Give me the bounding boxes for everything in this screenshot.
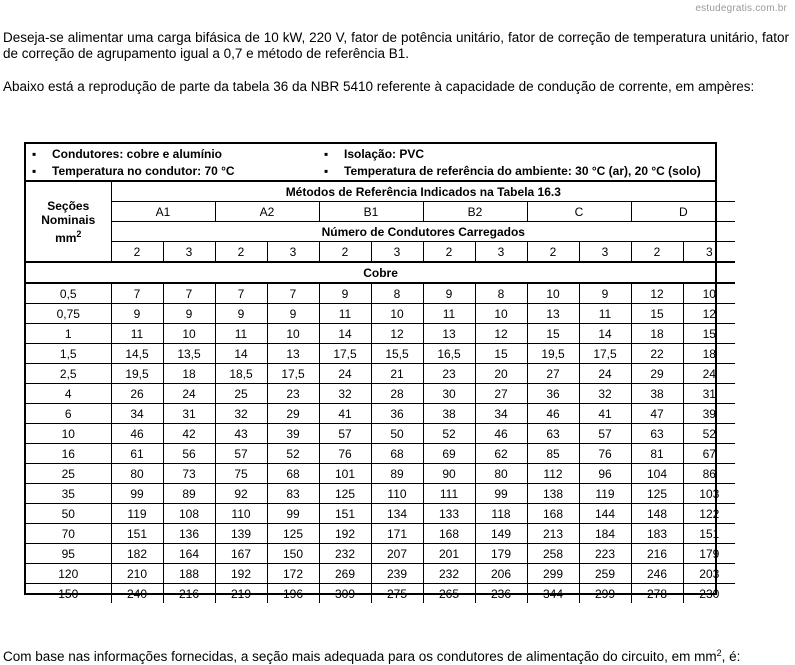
capacity-cell: 43 — [215, 424, 267, 444]
secoes-line3: mm — [55, 230, 77, 245]
paragraph3-sup: 2 — [716, 648, 722, 658]
info-temp-ambiente — [318, 163, 701, 179]
capacity-cell: 13 — [267, 344, 319, 364]
conductor-count-header: 2 — [527, 242, 579, 263]
capacity-cell: 80 — [111, 464, 163, 484]
capacity-cell: 14 — [319, 324, 371, 344]
capacity-cell: 269 — [319, 564, 371, 584]
paragraph3-suffix: , é: — [721, 649, 741, 664]
capacity-cell: 9 — [215, 304, 267, 324]
capacity-cell: 86 — [683, 464, 735, 484]
capacity-cell: 52 — [267, 444, 319, 464]
capacity-cell: 179 — [475, 544, 527, 564]
capacity-cell: 92 — [215, 484, 267, 504]
table-row — [26, 364, 735, 384]
capacity-cell: 32 — [215, 404, 267, 424]
capacity-cell: 201 — [423, 544, 475, 564]
section-cell: 4 — [26, 384, 111, 404]
capacity-cell: 63 — [527, 424, 579, 444]
bullet-icon: ▪ — [32, 147, 37, 161]
capacity-cell: 57 — [579, 424, 631, 444]
capacity-cell: 73 — [163, 464, 215, 484]
capacity-cell: 62 — [475, 444, 527, 464]
capacity-cell: 11 — [111, 324, 163, 344]
capacity-cell: 9 — [319, 283, 371, 304]
capacity-cell: 240 — [111, 584, 163, 604]
capacity-cell: 23 — [423, 364, 475, 384]
section-cell: 6 — [26, 404, 111, 424]
capacity-cell: 29 — [631, 364, 683, 384]
capacity-cell: 17,5 — [319, 344, 371, 364]
metodos-title: Métodos de Referência Indicados na Tabela 16.3 — [111, 182, 735, 202]
capacity-cell: 278 — [631, 584, 683, 604]
info-condutores-text: Condutores: cobre e alumínio — [52, 147, 223, 161]
capacity-cell: 164 — [163, 544, 215, 564]
capacity-cell: 183 — [631, 524, 683, 544]
capacity-cell: 16,5 — [423, 344, 475, 364]
capacity-cell: 8 — [475, 283, 527, 304]
conductor-count-header: 3 — [579, 242, 631, 263]
capacity-cell: 23 — [267, 384, 319, 404]
capacity-cell: 67 — [683, 444, 735, 464]
capacity-cell: 11 — [579, 304, 631, 324]
capacity-cell: 111 — [423, 484, 475, 504]
table-row — [26, 304, 735, 324]
capacity-cell: 108 — [163, 504, 215, 524]
conductor-count-header: 3 — [163, 242, 215, 263]
capacity-cell: 230 — [683, 584, 735, 604]
capacity-cell: 52 — [423, 424, 475, 444]
capacity-cell: 28 — [371, 384, 423, 404]
capacity-cell: 75 — [215, 464, 267, 484]
capacity-cell: 10 — [475, 304, 527, 324]
capacity-cell: 7 — [111, 283, 163, 304]
table-row — [26, 464, 735, 484]
conductor-count-header: 2 — [631, 242, 683, 263]
info-temp-condutor — [26, 163, 235, 179]
capacity-cell: 46 — [111, 424, 163, 444]
capacity-cell: 22 — [631, 344, 683, 364]
table-row — [26, 283, 735, 304]
capacity-cell: 57 — [215, 444, 267, 464]
table-row — [26, 444, 735, 464]
capacity-cell: 210 — [111, 564, 163, 584]
capacity-cell: 30 — [423, 384, 475, 404]
capacity-cell: 68 — [267, 464, 319, 484]
capacity-cell: 15 — [527, 324, 579, 344]
capacity-cell: 7 — [163, 283, 215, 304]
capacity-cell: 265 — [423, 584, 475, 604]
capacity-cell: 24 — [163, 384, 215, 404]
capacity-cell: 299 — [579, 584, 631, 604]
capacity-cell: 10 — [163, 324, 215, 344]
capacity-cell: 192 — [215, 564, 267, 584]
capacity-cell: 188 — [163, 564, 215, 584]
capacity-cell: 36 — [527, 384, 579, 404]
section-cell: 50 — [26, 504, 111, 524]
capacity-cell: 38 — [631, 384, 683, 404]
capacity-cell: 10 — [267, 324, 319, 344]
capacity-cell: 134 — [371, 504, 423, 524]
section-cell: 150 — [26, 584, 111, 604]
capacity-cell: 36 — [371, 404, 423, 424]
capacity-cell: 56 — [163, 444, 215, 464]
capacity-cell: 85 — [527, 444, 579, 464]
capacity-cell: 207 — [371, 544, 423, 564]
capacity-cell: 144 — [579, 504, 631, 524]
data-table — [26, 182, 735, 603]
capacity-cell: 34 — [475, 404, 527, 424]
capacity-cell: 10 — [371, 304, 423, 324]
capacity-cell: 136 — [163, 524, 215, 544]
capacity-cell: 99 — [267, 504, 319, 524]
capacity-cell: 15,5 — [371, 344, 423, 364]
capacity-cell: 89 — [163, 484, 215, 504]
conductor-count-header: 2 — [111, 242, 163, 263]
capacity-cell: 13,5 — [163, 344, 215, 364]
bullet-icon: ▪ — [324, 147, 329, 161]
capacity-cell: 125 — [319, 484, 371, 504]
capacity-cell: 18 — [163, 364, 215, 384]
capacity-cell: 34 — [111, 404, 163, 424]
table-row — [26, 384, 735, 404]
capacity-cell: 19,5 — [527, 344, 579, 364]
capacity-cell: 41 — [319, 404, 371, 424]
method-header: A2 — [215, 202, 319, 222]
capacity-cell: 20 — [475, 364, 527, 384]
method-header: C — [527, 202, 631, 222]
conductor-count-header: 3 — [475, 242, 527, 263]
info-condutores — [26, 146, 222, 162]
capacity-cell: 7 — [215, 283, 267, 304]
capacity-cell: 12 — [371, 324, 423, 344]
capacity-cell: 26 — [111, 384, 163, 404]
table-row — [26, 564, 735, 584]
capacity-cell: 148 — [631, 504, 683, 524]
capacity-cell: 18 — [683, 344, 735, 364]
section-cell: 10 — [26, 424, 111, 444]
info-temp-ambiente-text: Temperatura de referência do ambiente: 30 °C (ar), 20 °C (solo) — [344, 164, 701, 178]
capacity-cell: 125 — [267, 524, 319, 544]
current-capacity-table — [24, 142, 720, 601]
capacity-cell: 9 — [111, 304, 163, 324]
capacity-cell: 246 — [631, 564, 683, 584]
section-cell: 95 — [26, 544, 111, 564]
capacity-cell: 172 — [267, 564, 319, 584]
capacity-cell: 68 — [371, 444, 423, 464]
paragraph3-prefix: Com base nas informações fornecidas, a seção mais adequada para os condutores de alimentação do circuito, em mm — [3, 649, 717, 664]
capacity-cell: 83 — [267, 484, 319, 504]
capacity-cell: 103 — [683, 484, 735, 504]
capacity-cell: 206 — [475, 564, 527, 584]
table-row — [26, 324, 735, 344]
capacity-cell: 125 — [631, 484, 683, 504]
capacity-cell: 76 — [579, 444, 631, 464]
capacity-cell: 14 — [579, 324, 631, 344]
capacity-cell: 151 — [683, 524, 735, 544]
capacity-cell: 232 — [319, 544, 371, 564]
capacity-cell: 31 — [683, 384, 735, 404]
capacity-cell: 184 — [579, 524, 631, 544]
method-header: D — [631, 202, 735, 222]
table-row — [26, 504, 735, 524]
capacity-cell: 309 — [319, 584, 371, 604]
capacity-cell: 46 — [527, 404, 579, 424]
capacity-cell: 57 — [319, 424, 371, 444]
header-row-metodos — [26, 182, 735, 202]
capacity-cell: 7 — [267, 283, 319, 304]
capacity-cell: 192 — [319, 524, 371, 544]
capacity-cell: 216 — [631, 544, 683, 564]
capacity-cell: 344 — [527, 584, 579, 604]
capacity-cell: 133 — [423, 504, 475, 524]
section-cell: 1,5 — [26, 344, 111, 364]
capacity-cell: 32 — [579, 384, 631, 404]
capacity-cell: 31 — [163, 404, 215, 424]
capacity-cell: 32 — [319, 384, 371, 404]
capacity-cell: 151 — [111, 524, 163, 544]
capacity-cell: 17,5 — [267, 364, 319, 384]
capacity-cell: 25 — [215, 384, 267, 404]
info-temp-condutor-text: Temperatura no condutor: 70 °C — [52, 164, 235, 178]
capacity-cell: 47 — [631, 404, 683, 424]
capacity-cell: 232 — [423, 564, 475, 584]
capacity-cell: 12 — [683, 304, 735, 324]
method-header: B1 — [319, 202, 423, 222]
capacity-cell: 119 — [111, 504, 163, 524]
capacity-cell: 196 — [267, 584, 319, 604]
capacity-cell: 18,5 — [215, 364, 267, 384]
capacity-cell: 27 — [527, 364, 579, 384]
method-header: B2 — [423, 202, 527, 222]
section-cell: 2,5 — [26, 364, 111, 384]
capacity-cell: 149 — [475, 524, 527, 544]
capacity-cell: 101 — [319, 464, 371, 484]
capacity-cell: 179 — [683, 544, 735, 564]
capacity-cell: 46 — [475, 424, 527, 444]
capacity-cell: 219 — [215, 584, 267, 604]
method-header: A1 — [111, 202, 215, 222]
capacity-cell: 39 — [683, 404, 735, 424]
capacity-cell: 38 — [423, 404, 475, 424]
capacity-cell: 216 — [163, 584, 215, 604]
conductor-count-header: 2 — [423, 242, 475, 263]
secoes-line2: Nominais — [41, 212, 96, 227]
capacity-cell: 150 — [267, 544, 319, 564]
question-paragraph-1: Deseja-se alimentar uma carga bifásica de 10 kW, 220 V, fator de potência unitário, fator de correção de temperatura unitário, fator de correção de agrupamento igual a 0,7 e método de referência B1. — [3, 30, 789, 61]
capacity-cell: 139 — [215, 524, 267, 544]
capacity-cell: 171 — [371, 524, 423, 544]
capacity-cell: 110 — [371, 484, 423, 504]
capacity-cell: 11 — [423, 304, 475, 324]
capacity-cell: 14 — [215, 344, 267, 364]
capacity-cell: 258 — [527, 544, 579, 564]
capacity-cell: 90 — [423, 464, 475, 484]
capacity-cell: 29 — [267, 404, 319, 424]
capacity-cell: 11 — [215, 324, 267, 344]
capacity-cell: 12 — [475, 324, 527, 344]
header-row-methods — [26, 202, 735, 222]
conductor-count-header: 2 — [319, 242, 371, 263]
capacity-cell: 8 — [371, 283, 423, 304]
capacity-cell: 14,5 — [111, 344, 163, 364]
capacity-cell: 122 — [683, 504, 735, 524]
capacity-cell: 168 — [423, 524, 475, 544]
capacity-cell: 21 — [371, 364, 423, 384]
info-isolacao — [318, 146, 424, 162]
capacity-cell: 61 — [111, 444, 163, 464]
material-label: Cobre — [26, 262, 735, 283]
capacity-cell: 96 — [579, 464, 631, 484]
capacity-cell: 19,5 — [111, 364, 163, 384]
capacity-cell: 112 — [527, 464, 579, 484]
capacity-cell: 89 — [371, 464, 423, 484]
capacity-cell: 9 — [423, 283, 475, 304]
conductor-count-header: 2 — [215, 242, 267, 263]
capacity-cell: 104 — [631, 464, 683, 484]
secoes-line1: Seções — [47, 198, 90, 213]
capacity-cell: 99 — [475, 484, 527, 504]
conductor-count-header: 3 — [267, 242, 319, 263]
header-row-num-condutores — [26, 222, 735, 242]
capacity-cell: 12 — [631, 283, 683, 304]
capacity-cell: 15 — [683, 324, 735, 344]
capacity-cell: 9 — [579, 283, 631, 304]
capacity-cell: 151 — [319, 504, 371, 524]
capacity-cell: 223 — [579, 544, 631, 564]
num-condutores-title: Número de Condutores Carregados — [111, 222, 735, 242]
capacity-cell: 39 — [267, 424, 319, 444]
table-row — [26, 424, 735, 444]
section-cell: 70 — [26, 524, 111, 544]
section-cell: 16 — [26, 444, 111, 464]
capacity-cell: 24 — [579, 364, 631, 384]
capacity-cell: 24 — [319, 364, 371, 384]
capacity-cell: 41 — [579, 404, 631, 424]
capacity-cell: 10 — [527, 283, 579, 304]
capacity-cell: 203 — [683, 564, 735, 584]
watermark: estudegratis.com.br — [695, 3, 787, 14]
capacity-cell: 110 — [215, 504, 267, 524]
capacity-cell: 52 — [683, 424, 735, 444]
capacity-cell: 13 — [423, 324, 475, 344]
capacity-cell: 18 — [631, 324, 683, 344]
capacity-cell: 275 — [371, 584, 423, 604]
capacity-cell: 239 — [371, 564, 423, 584]
capacity-cell: 76 — [319, 444, 371, 464]
secoes-sup: 2 — [76, 228, 82, 239]
capacity-cell: 10 — [683, 283, 735, 304]
capacity-cell: 167 — [215, 544, 267, 564]
table-row — [26, 484, 735, 504]
conductor-count-header: 3 — [683, 242, 735, 263]
capacity-cell: 99 — [111, 484, 163, 504]
capacity-cell: 259 — [579, 564, 631, 584]
info-isolacao-text: Isolação: PVC — [344, 147, 425, 161]
secoes-header — [26, 182, 111, 262]
capacity-cell: 63 — [631, 424, 683, 444]
question-paragraph-2: Abaixo está a reprodução de parte da tabela 36 da NBR 5410 referente à capacidade de condução de corrente, em ampères: — [3, 79, 755, 94]
capacity-cell: 213 — [527, 524, 579, 544]
capacity-cell: 69 — [423, 444, 475, 464]
capacity-cell: 118 — [475, 504, 527, 524]
capacity-cell: 15 — [631, 304, 683, 324]
capacity-cell: 13 — [527, 304, 579, 324]
capacity-cell: 80 — [475, 464, 527, 484]
section-cell: 25 — [26, 464, 111, 484]
capacity-cell: 138 — [527, 484, 579, 504]
capacity-cell: 15 — [475, 344, 527, 364]
capacity-cell: 119 — [579, 484, 631, 504]
capacity-cell: 182 — [111, 544, 163, 564]
table-row — [26, 584, 735, 604]
table-row — [26, 404, 735, 424]
table-row — [26, 544, 735, 564]
capacity-cell: 24 — [683, 364, 735, 384]
capacity-cell: 9 — [163, 304, 215, 324]
table-info-header — [26, 144, 715, 182]
section-cell: 35 — [26, 484, 111, 504]
section-cell: 1 — [26, 324, 111, 344]
header-row-counts — [26, 242, 735, 263]
section-cell: 0,5 — [26, 283, 111, 304]
capacity-cell: 236 — [475, 584, 527, 604]
table-row — [26, 344, 735, 364]
bullet-icon: ▪ — [32, 164, 37, 178]
capacity-cell: 50 — [371, 424, 423, 444]
capacity-cell: 17,5 — [579, 344, 631, 364]
question-paragraph-3 — [3, 645, 789, 665]
material-row — [26, 262, 735, 283]
capacity-cell: 11 — [319, 304, 371, 324]
conductor-count-header: 3 — [371, 242, 423, 263]
capacity-cell: 9 — [267, 304, 319, 324]
capacity-cell: 42 — [163, 424, 215, 444]
capacity-cell: 299 — [527, 564, 579, 584]
capacity-cell: 81 — [631, 444, 683, 464]
capacity-cell: 168 — [527, 504, 579, 524]
capacity-cell: 27 — [475, 384, 527, 404]
table-row — [26, 524, 735, 544]
bullet-icon: ▪ — [324, 164, 329, 178]
section-cell: 120 — [26, 564, 111, 584]
section-cell: 0,75 — [26, 304, 111, 324]
